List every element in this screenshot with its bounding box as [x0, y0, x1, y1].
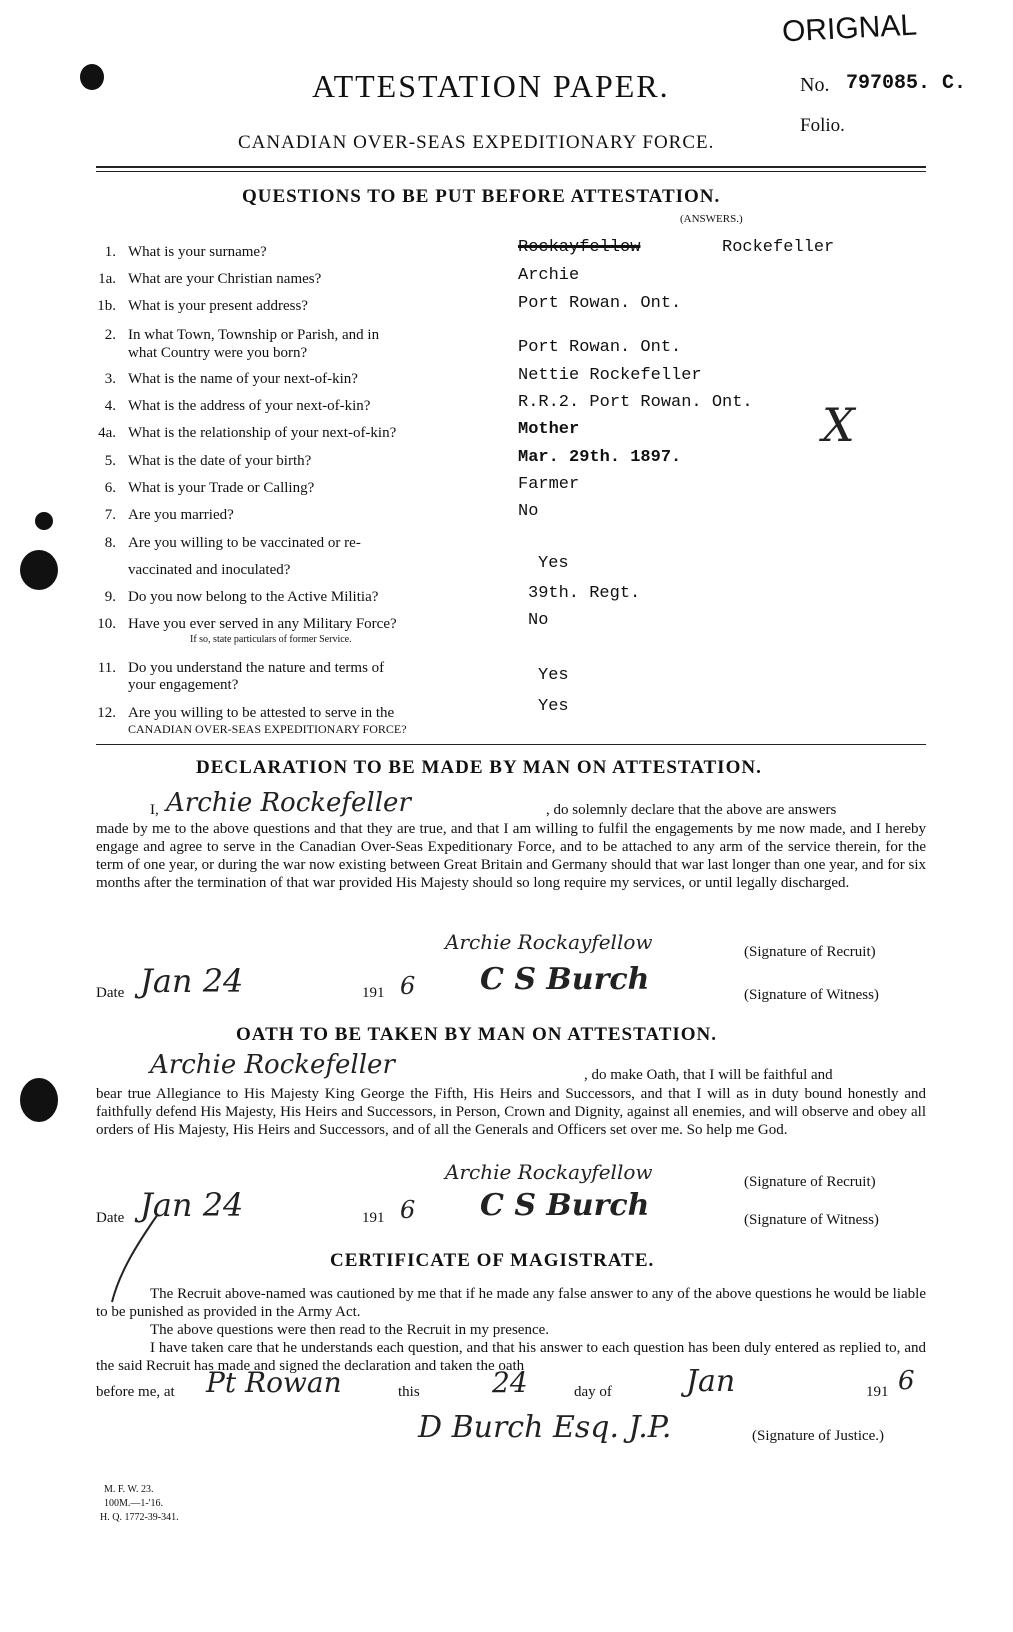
answer-surname: Rockefeller [722, 238, 835, 257]
questions-title: QUESTIONS TO BE PUT BEFORE ATTESTATION. [242, 186, 721, 207]
document-subtitle: CANADIAN OVER-SEAS EXPEDITIONARY FORCE. [238, 132, 715, 153]
answer-understand: Yes [538, 666, 569, 685]
question-text: What is the date of your birth? [128, 453, 312, 469]
oath-line1: , do make Oath, that I will be faithful and [584, 1067, 833, 1083]
certificate-month: Jan [686, 1364, 736, 1399]
answer-address: Port Rowan. Ont. [518, 294, 682, 313]
oath-recruit-signature: Archie Rockayfellow [445, 1160, 653, 1184]
question-number: 1b. [97, 298, 116, 314]
question-text: What is the relationship of your next-of-kin? [128, 425, 397, 441]
question-text: What is the address of your next-of-kin? [128, 398, 371, 414]
question-text: What is your surname? [128, 244, 267, 260]
certificate-paragraph-2: The above questions were then read to the Recruit in my presence. [150, 1322, 550, 1338]
oath-year-suffix: 6 [400, 1196, 416, 1224]
oath-date: Jan 24 [140, 1186, 244, 1224]
answer-birth-date: Mar. 29th. 1897. [518, 448, 682, 467]
question-text-cont: what Country were you born? [128, 345, 308, 361]
certificate-place: Pt Rowan [206, 1366, 342, 1399]
question-number: 6. [104, 480, 116, 496]
declaration-witness-signature: C S Burch [480, 962, 650, 997]
question-text: What is your present address? [128, 298, 308, 314]
header-divider [96, 171, 926, 172]
question-number: 1. [104, 244, 116, 260]
question-number: 8. [104, 535, 116, 551]
question-number: 4a. [98, 425, 116, 441]
certificate-this-label: this [398, 1384, 420, 1400]
question-text: Have you ever served in any Military Force? [128, 616, 397, 632]
answer-militia: 39th. Regt. [528, 584, 641, 603]
answer-married: No [518, 502, 539, 521]
declaration-prefix: I, [150, 802, 159, 818]
oath-date-label: Date [96, 1210, 125, 1226]
question-number: 5. [104, 453, 116, 469]
hq-code: H. Q. 1772-39-341. [100, 1512, 179, 1523]
punch-hole [20, 550, 58, 590]
question-text: In what Town, Township or Parish, and in [128, 327, 380, 343]
question-text: Are you married? [128, 507, 234, 523]
punch-hole [20, 1078, 58, 1122]
oath-witness-label: (Signature of Witness) [744, 1212, 879, 1228]
certificate-year-suffix: 6 [898, 1366, 915, 1396]
question-text-cont: your engagement? [128, 677, 239, 693]
oath-recruit-label: (Signature of Recruit) [744, 1174, 876, 1190]
oath-year-prefix: 191 [362, 1210, 385, 1226]
declaration-body: made by me to the above questions and that they are true, and that I am willing to fulfil the engagements by me now made, and I hereby engage and agree to serve in the Canadian Over-Seas Expeditionary Force, and to be attached to any arm of the service therein, for the term of one year, or during the war now existing between Great Britain and Germany should that war last longer than one year, and for six months after the termination of that war provided His Majesty should so long require my services, or until legally discharged. [96, 821, 926, 891]
question-text: What is the name of your next-of-kin? [128, 371, 358, 387]
service-number: 797085. C. [846, 72, 967, 95]
question-number: 3. [104, 371, 116, 387]
answer-next-of-kin: Nettie Rockefeller [518, 366, 702, 385]
answer-served: No [528, 611, 549, 630]
declaration-date: Jan 24 [140, 962, 244, 1000]
question-text: Do you now belong to the Active Militia? [128, 589, 379, 605]
answer-kin-address: R.R.2. Port Rowan. Ont. [518, 393, 753, 412]
question-number: 7. [104, 507, 116, 523]
oath-body: bear true Allegiance to His Majesty King George the Fifth, His Heirs and Successors, and that I will as in duty bound honestly and faithfully defend His Majesty, His Heirs and Successors, in Person, Crown and Dignity, against all enemies, and will observe and obey all orders of His Majesty, His Heirs and Successors, and of all the Generals and Officers set over me. So help me God. [96, 1086, 926, 1138]
declaration-year-suffix: 6 [400, 972, 416, 1000]
form-code: M. F. W. 23. [104, 1484, 154, 1495]
question-number: 9. [104, 589, 116, 605]
number-label: No. [800, 74, 830, 96]
question-note: If so, state particulars of former Service. [190, 634, 352, 645]
certificate-day: 24 [492, 1366, 528, 1399]
declaration-date-label: Date [96, 985, 125, 1001]
question-text: Are you willing to be vaccinated or re- [128, 535, 361, 551]
certificate-dayof-label: day of [574, 1384, 612, 1400]
punch-hole [35, 512, 53, 530]
declaration-recruit-label: (Signature of Recruit) [744, 944, 876, 960]
answers-label: (ANSWERS.) [680, 213, 743, 225]
original-stamp: ORIGNAL [781, 8, 918, 49]
justice-label: (Signature of Justice.) [752, 1428, 885, 1444]
question-text: Are you willing to be attested to serve in the [128, 705, 395, 721]
question-number: 4. [104, 398, 116, 414]
certificate-title: CERTIFICATE OF MAGISTRATE. [330, 1250, 655, 1271]
declaration-witness-label: (Signature of Witness) [744, 987, 879, 1003]
document-title: ATTESTATION PAPER. [312, 68, 670, 104]
certificate-before-label: before me, at [96, 1384, 175, 1400]
answer-willing: Yes [538, 697, 569, 716]
certificate-year-prefix: 191 [866, 1384, 889, 1400]
answer-vaccinated: Yes [538, 554, 569, 573]
answer-trade: Farmer [518, 475, 580, 494]
question-number: 11. [97, 660, 116, 676]
question-number: 12. [97, 705, 116, 721]
declaration-recruit-name: Archie Rockefeller [166, 788, 411, 818]
oath-title: OATH TO BE TAKEN BY MAN ON ATTESTATION. [236, 1024, 718, 1045]
answer-christian-names: Archie [518, 266, 580, 285]
question-text: Do you understand the nature and terms of [128, 660, 385, 676]
question-text-cont: vaccinated and inoculated? [128, 562, 291, 578]
declaration-recruit-signature: Archie Rockayfellow [445, 930, 653, 954]
folio-label: Folio. [800, 115, 845, 136]
print-run: 100M.—1-'16. [104, 1498, 164, 1509]
struck-surname: Rockayfellow [518, 238, 641, 257]
header-divider [96, 166, 926, 168]
declaration-title: DECLARATION TO BE MADE BY MAN ON ATTESTATION. [196, 757, 762, 778]
certificate-paragraph-1: The Recruit above-named was cautioned by me that if he made any false answer to any of the above questions he would be liable to be punished as provided in the Army Act. [96, 1286, 926, 1320]
punch-hole [80, 64, 104, 90]
question-number: 2. [104, 327, 116, 343]
section-divider [96, 744, 926, 745]
justice-signature: D Burch Esq. J.P. [418, 1410, 672, 1445]
answer-relationship: Mother [518, 420, 580, 439]
margin-x-mark: X [822, 398, 855, 452]
declaration-line1: , do solemnly declare that the above are answers [546, 802, 837, 818]
declaration-year-prefix: 191 [362, 985, 385, 1001]
certificate-paragraph-3: I have taken care that he understands each question, and that his answer to each question has been duly entered as replied to, and the said Recruit has made and signed the declaration and taken the oath [96, 1340, 926, 1374]
question-text: What are your Christian names? [128, 271, 322, 287]
answer-birthplace: Port Rowan. Ont. [518, 338, 682, 357]
question-number: 1a. [98, 271, 116, 287]
oath-witness-signature: C S Burch [480, 1188, 650, 1223]
question-number: 10. [97, 616, 116, 632]
oath-recruit-name: Archie Rockefeller [150, 1050, 395, 1080]
question-text-cont: CANADIAN OVER-SEAS EXPEDITIONARY FORCE? [128, 722, 407, 736]
question-text: What is your Trade or Calling? [128, 480, 315, 496]
